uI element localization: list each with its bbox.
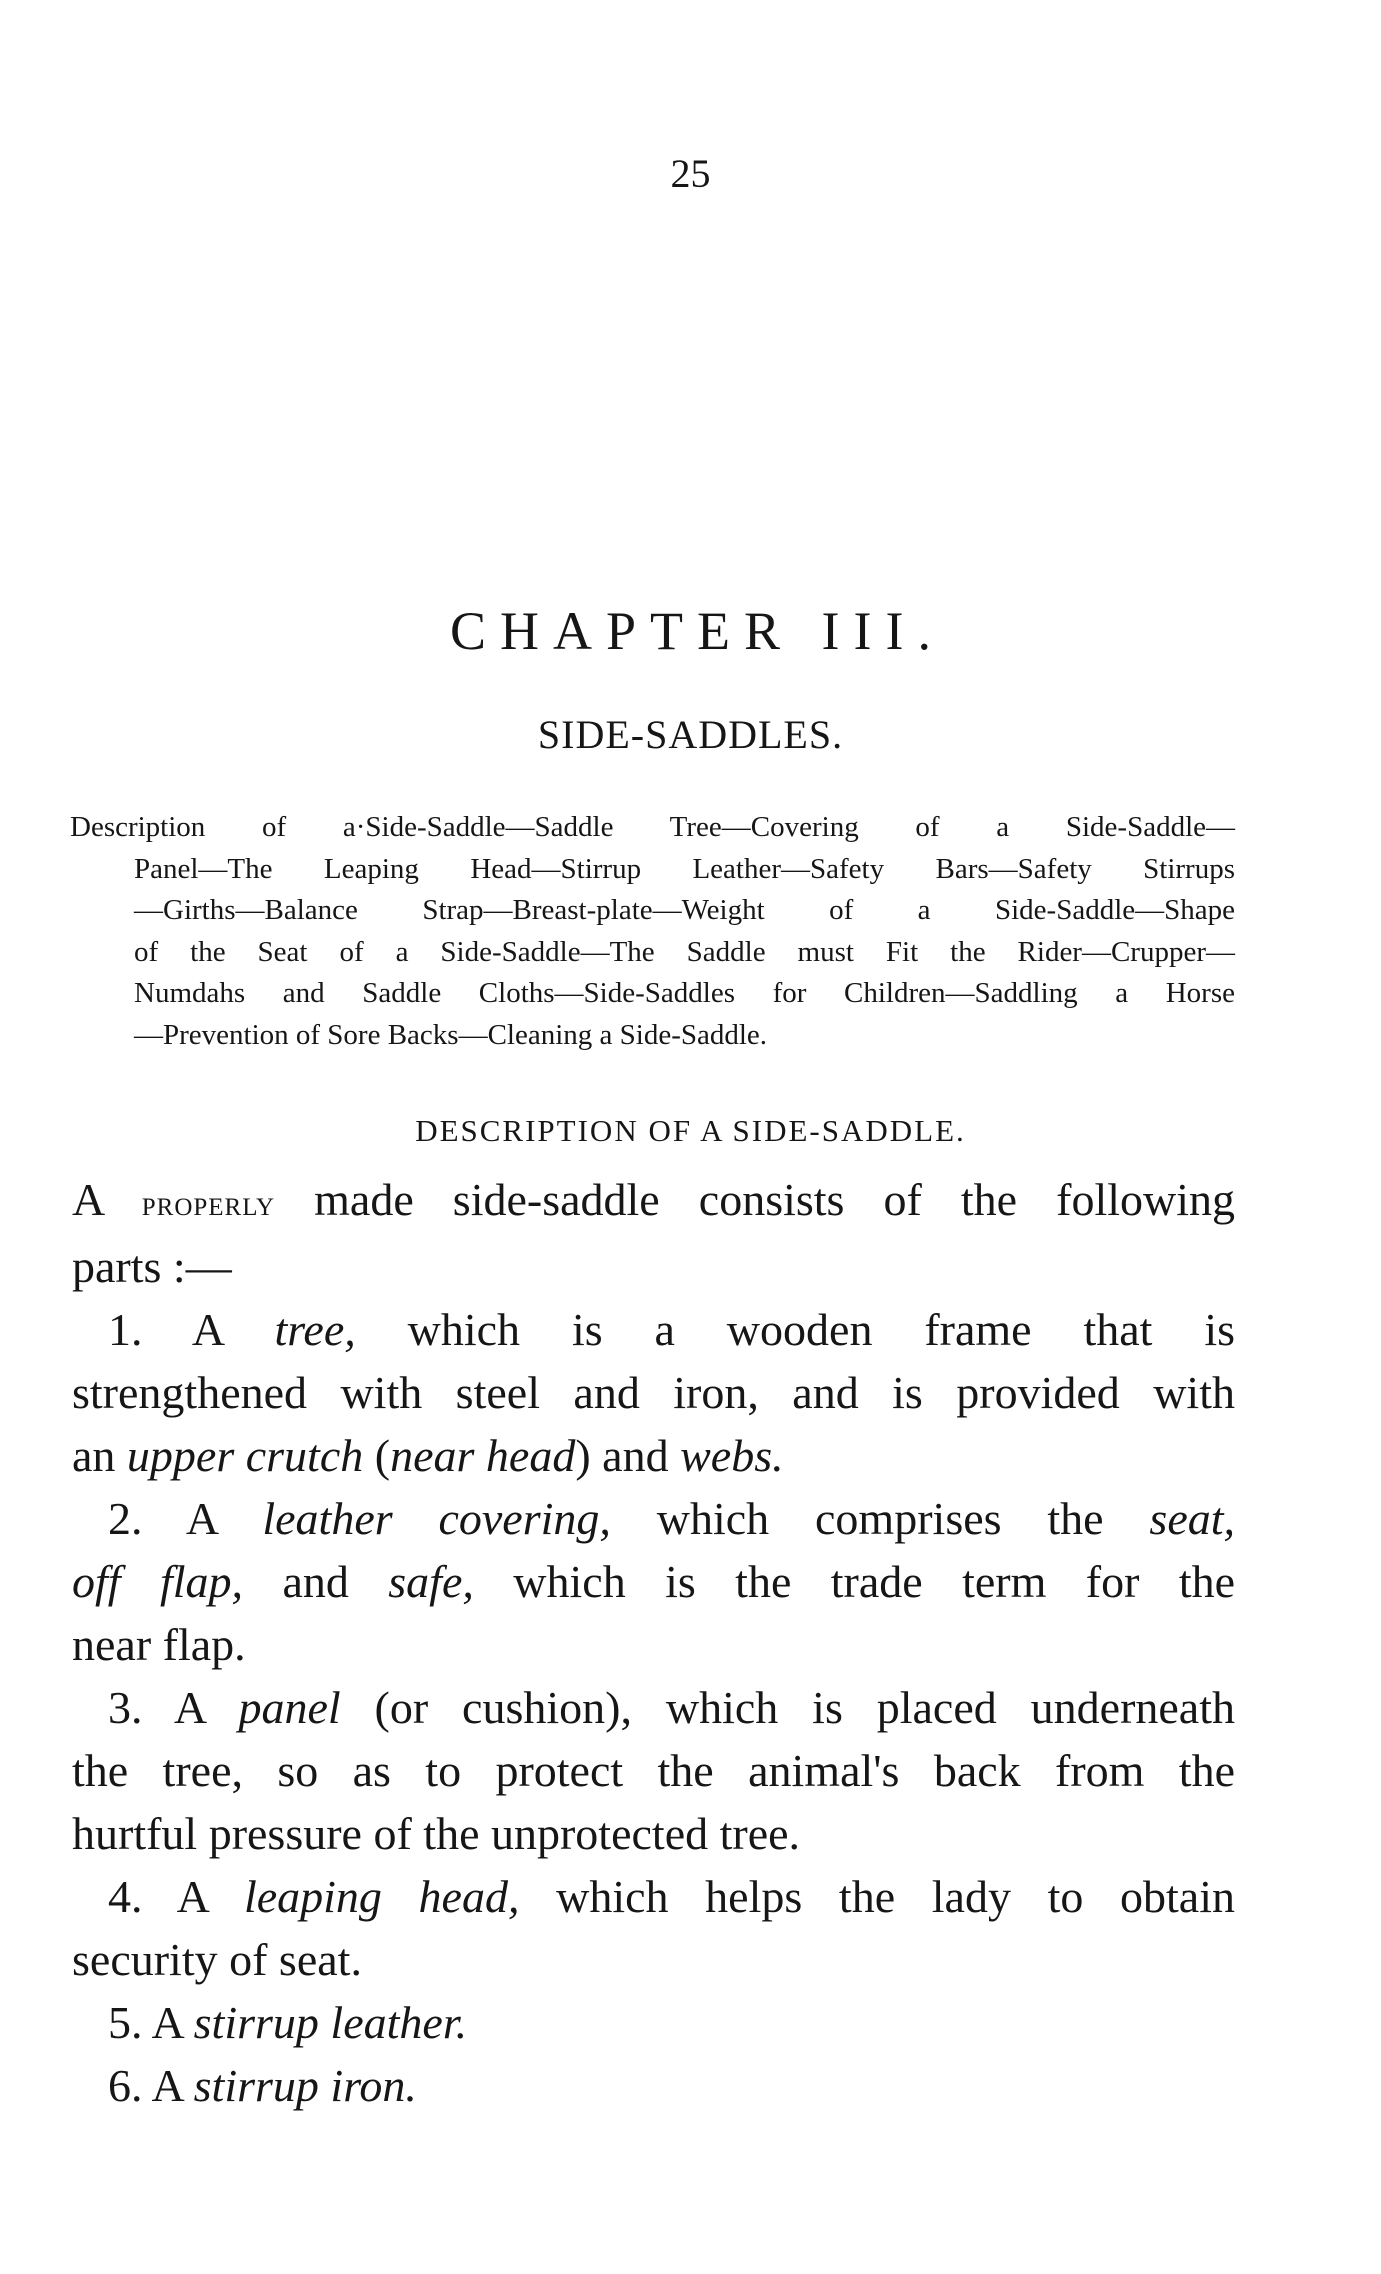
synopsis-line: —Prevention of Sore Backs—Cleaning a Side-Saddle. — [134, 1018, 768, 1051]
item-term: near head — [390, 1430, 576, 1481]
item-number: 4. — [108, 1871, 143, 1922]
synopsis-line: Panel—The Leaping Head—Stirrup Leather—Safety Bars—Safety Stirrups — [134, 852, 1235, 885]
text-line: parts :— — [72, 1241, 232, 1292]
text-line — [72, 1424, 1235, 1487]
chapter-synopsis — [70, 807, 1235, 1056]
text-line: security of seat. — [72, 1934, 362, 1985]
text-line — [72, 2054, 1235, 2117]
item-term: upper crutch — [126, 1430, 364, 1481]
item-text: and — [602, 1430, 669, 1481]
item-term: webs. — [680, 1430, 784, 1481]
item-number: 2. — [108, 1493, 143, 1544]
item-text: and — [282, 1556, 349, 1607]
item-text: which is the trade term for the — [513, 1556, 1236, 1607]
list-item — [72, 1676, 1235, 1865]
text-line — [72, 1168, 1235, 1235]
text-line — [72, 1298, 1235, 1361]
item-term: off flap, — [72, 1556, 244, 1607]
synopsis-line: of the Seat of a Side-Saddle—The Saddle must Fit the Rider—Crupper— — [134, 935, 1235, 968]
text-line — [72, 1487, 1235, 1550]
item-article: A — [173, 1682, 205, 1733]
paren: ( — [374, 1430, 391, 1481]
item-number: 6. — [108, 2060, 143, 2111]
item-term: seat, — [1149, 1493, 1236, 1544]
body-text — [72, 1168, 1235, 2117]
section-heading: DESCRIPTION OF A SIDE-SADDLE. — [415, 1113, 966, 1148]
text-line: hurtful pressure of the unprotected tree. — [72, 1808, 801, 1859]
text-line — [72, 1865, 1235, 1928]
item-term: tree, — [274, 1304, 356, 1355]
list-item — [72, 1298, 1235, 1487]
text-line: strengthened with steel and iron, and is provided with — [72, 1367, 1235, 1418]
item-text: (or cushion), which is placed underneath — [374, 1682, 1235, 1733]
item-article: A — [176, 1871, 208, 1922]
item-text: which comprises the — [656, 1493, 1104, 1544]
text-line — [72, 1676, 1235, 1739]
item-text: which helps the lady to obtain — [556, 1871, 1235, 1922]
item-number: 3. — [108, 1682, 143, 1733]
item-term: stirrup iron. — [193, 2060, 417, 2111]
item-term: safe, — [388, 1556, 474, 1607]
item-article: A — [151, 1997, 183, 2048]
intro-paragraph — [72, 1168, 1235, 1298]
item-text: an — [72, 1430, 116, 1481]
item-text: which is a wooden frame that is — [407, 1304, 1236, 1355]
list-item — [72, 2054, 1235, 2117]
text-line — [72, 1991, 1235, 2054]
list-item — [72, 1991, 1235, 2054]
item-number: 5. — [108, 1997, 143, 2048]
item-article: A — [185, 1493, 217, 1544]
list-item — [72, 1487, 1235, 1676]
item-term: leather covering, — [262, 1493, 611, 1544]
synopsis-line: —Girths—Balance Strap—Breast-plate—Weight of a Side-Saddle—Shape — [134, 894, 1235, 926]
text-line: near flap. — [72, 1619, 246, 1670]
synopsis-line: Numdahs and Saddle Cloths—Side-Saddles for Children—Saddling a Horse — [134, 977, 1235, 1009]
text-line: the tree, so as to protect the animal's back from the — [72, 1745, 1235, 1796]
item-term: panel — [238, 1682, 341, 1733]
item-term: stirrup leather. — [193, 1997, 468, 2048]
item-article: A — [151, 2060, 183, 2111]
chapter-subtitle: SIDE-SADDLES. — [537, 712, 844, 757]
drop-initial: A — [72, 1174, 103, 1225]
item-number: 1. — [108, 1304, 143, 1355]
item-article: A — [191, 1304, 223, 1355]
text-line — [72, 1550, 1235, 1613]
paren: ) — [575, 1430, 591, 1481]
item-term: leaping head, — [243, 1871, 520, 1922]
page-number: 25 — [670, 151, 711, 196]
list-item — [72, 1865, 1235, 1991]
intro-text: made side-saddle consists of the following — [314, 1174, 1236, 1225]
chapter-title: CHAPTER III. — [450, 601, 945, 661]
synopsis-line: Description of a·Side-Saddle—Saddle Tree—Covering of a Side-Saddle— — [70, 811, 1235, 843]
smallcaps-word: properly — [141, 1183, 276, 1223]
